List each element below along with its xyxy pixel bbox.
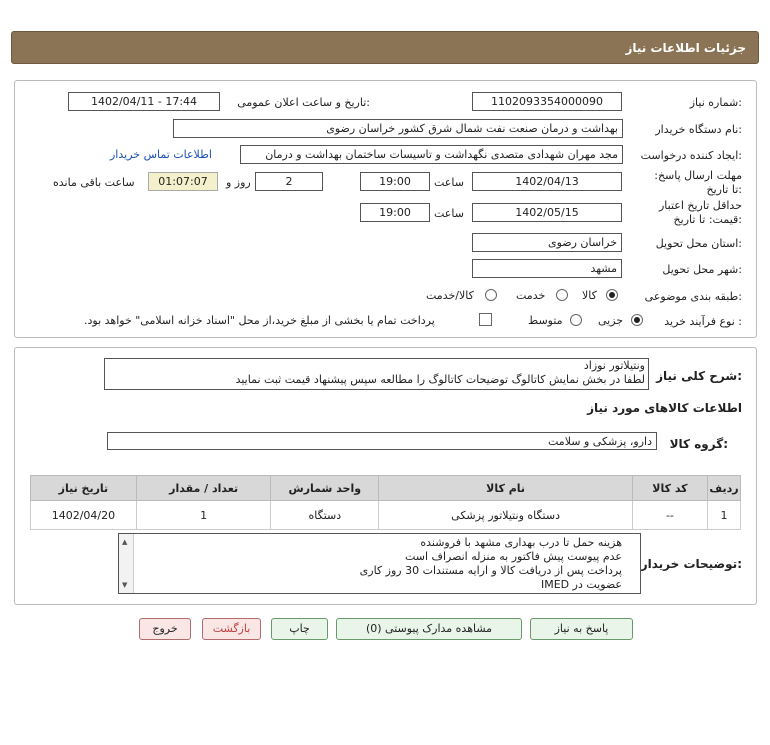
validity-date-field: 1402/05/15 — [472, 203, 622, 222]
need-desc-line1: ونتیلاتور نوزاد — [583, 359, 645, 372]
col-row: ردیف — [707, 476, 740, 501]
validity-time-field: 19:00 — [360, 203, 430, 222]
note-line: عدم پیوست پیش فاکتور به منزله انصراف است — [404, 550, 622, 563]
remaining-label: ساعت باقی مانده — [53, 176, 135, 189]
goods-table — [30, 475, 741, 530]
attachments-button[interactable]: مشاهده مدارک پیوستی (0) — [336, 618, 522, 640]
cell-name: دستگاه ونتیلاتور پزشکی — [379, 501, 633, 530]
treasury-payment-note: پرداخت تمام یا بخشی از مبلغ خرید،از محل "اسناد خزانه اسلامی" خواهد بود. — [84, 314, 435, 327]
notes-scrollbar[interactable] — [119, 534, 134, 593]
deadline-date-field: 1402/04/13 — [472, 172, 622, 191]
process-label: نوع فرآیند خرید : — [664, 315, 742, 328]
goods-group-field: دارو، پزشکی و سلامت — [107, 432, 657, 450]
need-desc-box — [104, 358, 649, 390]
exit-button[interactable]: خروج — [139, 618, 191, 640]
note-line: هزینه حمل تا درب بهداری مشهد با فروشنده — [420, 536, 622, 549]
announce-label: تاریخ و ساعت اعلان عمومی: — [237, 96, 370, 109]
buyer-field: بهداشت و درمان صنعت نفت شمال شرق کشور خراسان رضوی — [173, 119, 623, 138]
category-radio-both[interactable] — [485, 289, 497, 301]
cell-row: 1 — [707, 501, 740, 530]
process-option-minor: جزیی — [598, 314, 624, 327]
province-label: استان محل تحویل: — [655, 237, 742, 250]
announce-field: 1402/04/11 - 17:44 — [68, 92, 220, 111]
back-button[interactable]: بازگشت — [202, 618, 261, 640]
page-title: جزئیات اطلاعات نیاز — [625, 41, 746, 55]
process-radio-medium[interactable] — [570, 314, 582, 326]
table-row — [31, 501, 741, 530]
validity-time-label: ساعت — [434, 207, 464, 220]
note-line: عضویت در IMED — [540, 578, 622, 591]
col-name: نام کالا — [379, 476, 633, 501]
col-date: تاریخ نیاز — [31, 476, 137, 501]
buyer-notes-box[interactable] — [118, 533, 641, 594]
cell-code: -- — [632, 501, 707, 530]
province-field: خراسان رضوی — [472, 233, 622, 252]
cell-unit: دستگاه — [271, 501, 379, 530]
deadline-time-label: ساعت — [434, 176, 464, 189]
reply-button[interactable]: پاسخ به نیاز — [530, 618, 633, 640]
need-desc-line2: لطفا در بخش نمایش کاتالوگ توضیحات کاتالوگ را مطالعه سپس پیشنهاد قیمت ثبت نمایید — [235, 373, 645, 386]
goods-section-title: اطلاعات کالاهای مورد نیاز — [587, 401, 742, 415]
cell-qty: 1 — [136, 501, 271, 530]
need-number-field: 1102093354000090 — [472, 92, 622, 111]
process-radio-minor[interactable] — [631, 314, 643, 326]
category-option-service: خدمت — [516, 289, 546, 302]
goods-table-header — [31, 476, 741, 501]
category-label: طبقه بندی موضوعی: — [644, 290, 742, 303]
process-option-medium: متوسط — [528, 314, 563, 327]
deadline-time-field: 19:00 — [360, 172, 430, 191]
category-radio-service[interactable] — [556, 289, 568, 301]
city-field: مشهد — [472, 259, 622, 278]
validity-label: حداقل تاریخ اعتبار قیمت: تا تاریخ: — [658, 199, 742, 226]
category-option-both: کالا/خدمت — [426, 289, 474, 302]
days-field: 2 — [255, 172, 323, 191]
category-option-goods: کالا — [582, 289, 597, 302]
deadline-label: مهلت ارسال پاسخ: تا تاریخ: — [654, 169, 742, 196]
page-header — [11, 31, 759, 64]
col-code: کد کالا — [632, 476, 707, 501]
creator-label: ایجاد کننده درخواست: — [640, 149, 742, 162]
days-label: روز و — [226, 176, 251, 189]
city-label: شهر محل تحویل: — [662, 263, 742, 276]
category-radio-goods[interactable] — [606, 289, 618, 301]
need-desc-label: شرح کلی نیاز: — [656, 369, 742, 383]
contact-buyer-link[interactable]: اطلاعات تماس خریدار — [110, 148, 212, 161]
col-qty: تعداد / مقدار — [136, 476, 271, 501]
print-button[interactable]: چاپ — [271, 618, 328, 640]
buyer-label: نام دستگاه خریدار: — [655, 123, 742, 136]
buyer-notes-label: توضیحات خریدار: — [640, 557, 742, 571]
need-number-label: شماره نیاز: — [689, 96, 742, 109]
col-unit: واحد شمارش — [271, 476, 379, 501]
note-line: پرداخت پس از دریافت کالا و ارایه مستندات 30 روز کاری — [359, 564, 622, 577]
goods-group-label: گروه کالا: — [669, 437, 728, 451]
treasury-payment-checkbox[interactable] — [479, 313, 492, 326]
remaining-time-field: 01:07:07 — [148, 172, 218, 191]
creator-field: مجد مهران شهدادی متصدی نگهداشت و تاسیسات ساختمان بهداشت و درمان — [240, 145, 623, 164]
cell-date: 1402/04/20 — [31, 501, 137, 530]
